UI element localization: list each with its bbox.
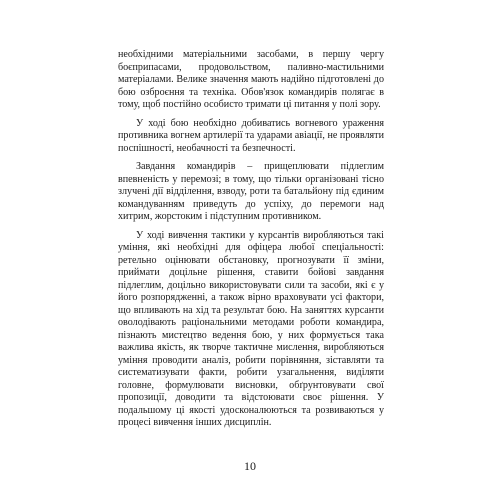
paragraph-commander-tasks: Завдання командирів – прищеплювати підлеглим впевненість у перемозі; в тому, що тільки організовані тісно злучені дії відділення, взводу, роти та батальйону під єдиним командуванням приведуть до успіху, до перемоги над хитрим, жорстоким і підступним противником. (118, 161, 384, 222)
body-text (118, 49, 384, 430)
paragraph-fire-damage: У ході бою необхідно добиватись вогневого ураження противника вогнем артилерії та ударами авіації, не проявляти поспішності, необачності та безпечності. (118, 117, 384, 154)
paragraph-continuation: необхідними матеріальними засобами, в першу чергу боєприпасами, продовольством, паливно-мастильними матеріалами. Велике значення мають надійно підготовлені до бою озброєння та техніка. Обов'язок командирів полягає в тому, щоб постійно особисто тримати ці питання у полі зору. (118, 49, 384, 110)
page-number: 10 (244, 459, 256, 473)
paragraph-tactics-skills: У ході вивчення тактики у курсантів виробляються такі уміння, які необхідні для офіцера любої спеціальності: ретельно оцінювати обстановку, прогнозувати її зміни, приймати доцільне рішення, ставити бойові завдання підлеглим, доцільно використовувати сили та засоби, які є у його розпорядженні, а також вірно враховувати усі фактори, що впливають на хід та результат бою. На заняттях курсанти оволодівають раціональними методами роботи командира, пізнають мистецтво ведення бою, у них формується така важлива якість, як творче тактичне мислення, виробляються уміння проводити аналіз, робити порівняння, зіставляти та систематизувати факти, робити узагальнення, виділяти головне, формулювати висновки, обґрунтовувати свої пропозиції, доводити та відстоювати своє рішення. У подальшому ці якості удосконалюються та розвиваються у процесі вивчення інших дисциплін. (118, 229, 384, 428)
